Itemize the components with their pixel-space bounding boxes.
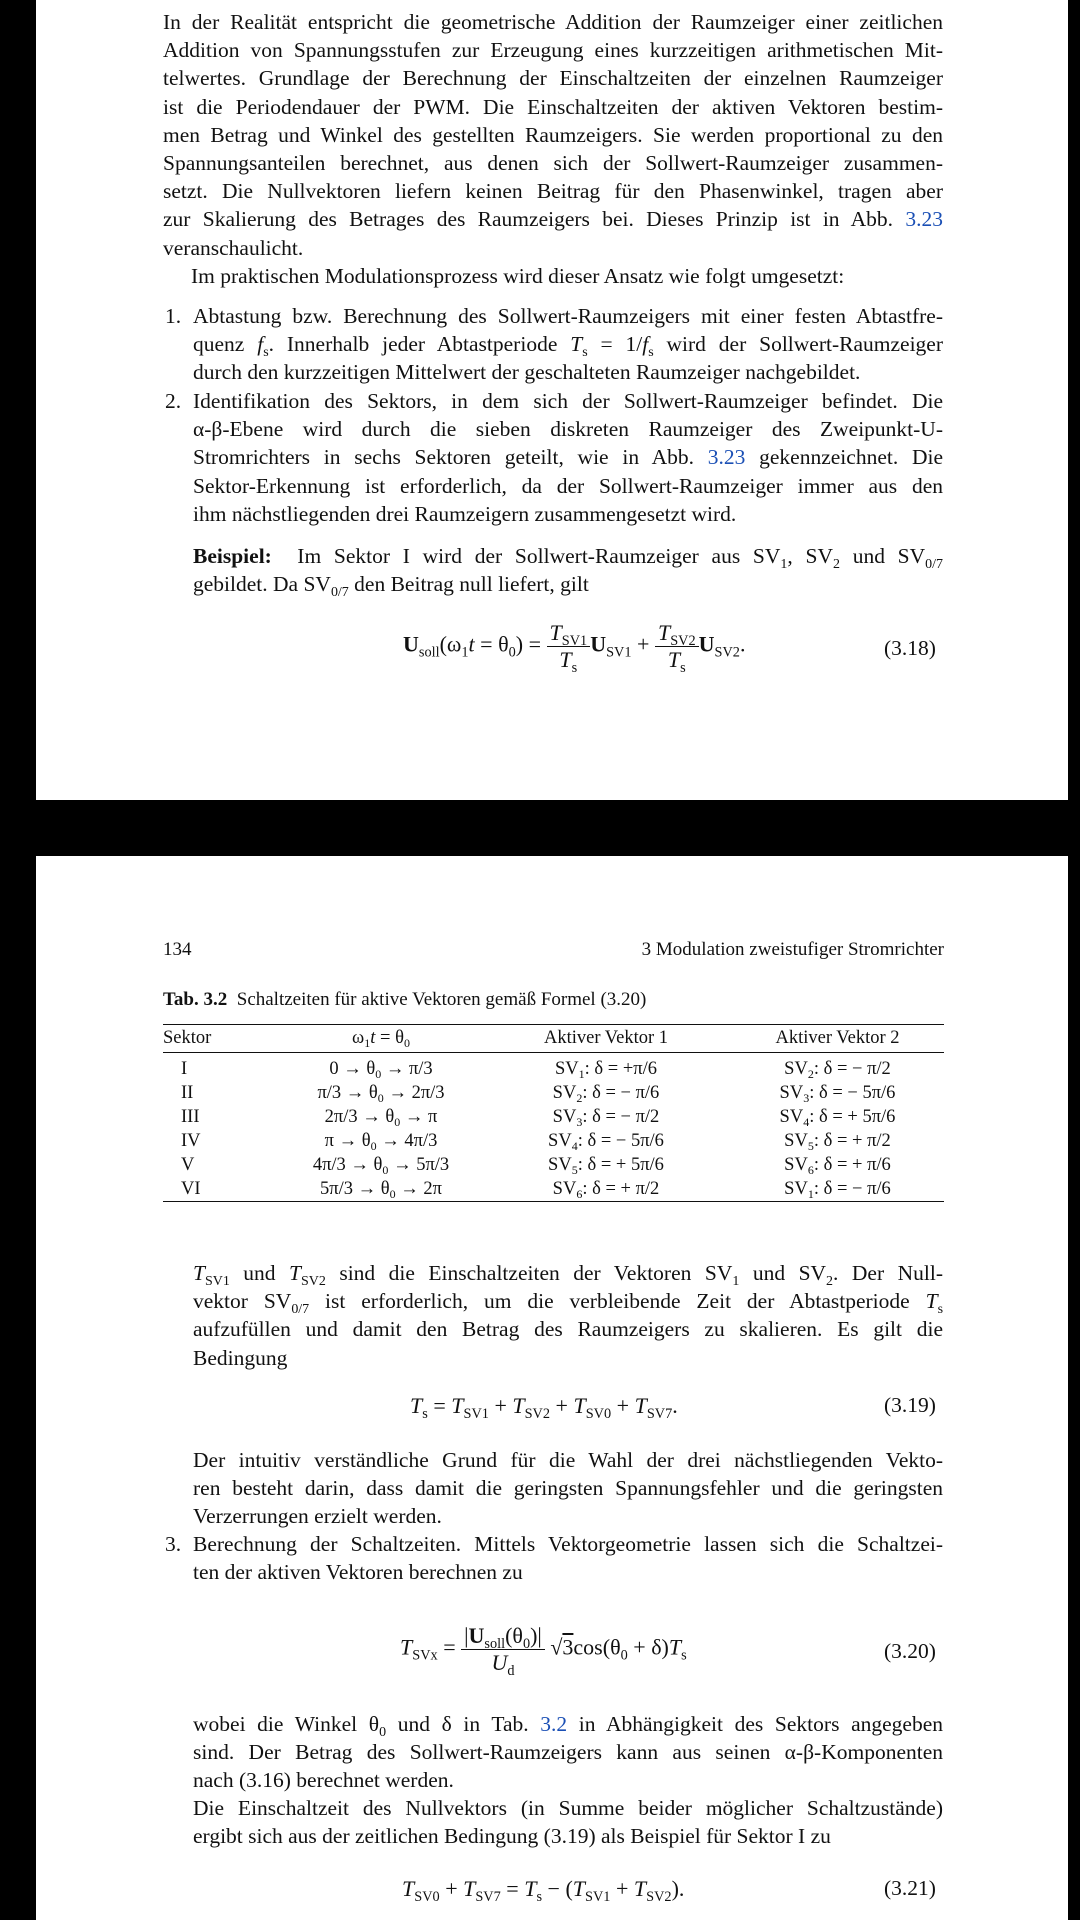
cell-angle: $4\pi/3 \to \theta_0 \to 5\pi/3$ bbox=[312, 1155, 450, 1178]
text-line: veranschaulicht. bbox=[163, 235, 304, 260]
cell-angle: $\pi/3 \to \theta_0 \to 2\pi/3$ bbox=[317, 1083, 445, 1106]
cell-vektor-2: $SV_2$: δ = − π/2 bbox=[784, 1059, 891, 1082]
paragraph-intuitiv bbox=[193, 1446, 943, 1531]
cell-vektor-2: $SV_3$: δ = − 5π/6 bbox=[779, 1083, 896, 1106]
equation-number: (3.20) bbox=[884, 1639, 936, 1663]
list-item-schaltzeiten bbox=[193, 1530, 943, 1586]
list-number: 3. bbox=[165, 1532, 182, 1556]
caption-text: Schaltzeiten für aktive Vektoren gemäß Formel (3.20) bbox=[236, 989, 647, 1010]
header-vektor-2: Aktiver Vektor 2 bbox=[731, 1025, 944, 1053]
text-line-math: gebildet. Da $SV_{0/7}$ den Beitrag null liefert, gilt bbox=[193, 572, 589, 601]
text-line: Spannungsanteilen berechnet, aus denen sich der Sollwert-Raumzeiger zusammen- bbox=[163, 151, 943, 176]
text-line: Bedingung bbox=[193, 1345, 288, 1370]
equation-3-18: $U_{soll}(\omega_1t = \theta_0)$ = $\frac{T_{SV1}}{T_s}$ $U_{SV1}$ + $\frac{T_{SV2}}{T_s}$ $U_{SV2}$. bbox=[403, 620, 746, 676]
table-row bbox=[163, 1105, 944, 1129]
text-line-math: quenz $f_s$. Innerhalb jeder Abtastperiode $T_s = 1/f_s$ wird der Sollwert-Raumzeiger bbox=[193, 332, 943, 361]
text-line: men Betrag und Winkel des gestellten Raumzeigers. Sie werden proportional zu den bbox=[163, 122, 943, 147]
text-line-math: vektor $SV_{0/7}$ ist erforderlich, um die verbleibende Zeit der Abtastperiode $T_s$ bbox=[193, 1289, 943, 1318]
text-line: ihm nächstliegenden drei Raumzeigern zusammengesetzt wird. bbox=[193, 501, 737, 526]
table-row bbox=[163, 1081, 944, 1105]
cell-sektor: IV bbox=[181, 1131, 201, 1151]
text-line: Berechnung der Schaltzeiten. Mittels Vektorgeometrie lassen sich die Schaltzei- bbox=[193, 1532, 943, 1556]
text-line: Verzerrungen erzielt werden. bbox=[193, 1504, 442, 1529]
table-row bbox=[163, 1153, 944, 1177]
equation-3-19: $T_s = T_{SV1} + T_{SV2} + T_{SV0} + T_{SV7}$. bbox=[410, 1393, 678, 1422]
text-line: ten der aktiven Vektoren berechnen zu bbox=[193, 1560, 523, 1585]
table-caption bbox=[163, 989, 646, 1011]
table-row bbox=[163, 1177, 944, 1202]
table-header-row bbox=[163, 1025, 944, 1053]
text-line-with-link: wobei die Winkel $\theta_0$ und δ in Tab. 3.2 in Abhängigkeit des Sektors angegeben bbox=[193, 1712, 943, 1740]
figure-ref-link[interactable]: 3.23 bbox=[707, 445, 746, 470]
equation-number: (3.18) bbox=[884, 636, 936, 660]
cell-angle: $5\pi/3 \to \theta_0 \to 2\pi$ bbox=[281, 1177, 481, 1202]
figure-ref-link[interactable]: 3.23 bbox=[905, 207, 943, 232]
table-row bbox=[163, 1129, 944, 1153]
example-block bbox=[193, 542, 944, 601]
equation-number: (3.19) bbox=[884, 1393, 936, 1417]
text-line: telwertes. Grundlage der Berechnung der Einschaltzeiten der einzelnen Raumzeiger bbox=[163, 66, 943, 91]
text-line: Abtastung bzw. Berechnung des Sollwert-Raumzeigers mit einer festen Abtastfre- bbox=[193, 304, 943, 328]
table-schaltzeiten bbox=[163, 1024, 944, 1202]
paragraph-nullvektor bbox=[193, 1794, 943, 1850]
cell-vektor-1: $SV_3$: δ = − π/2 bbox=[552, 1107, 660, 1130]
cell-sektor: V bbox=[181, 1155, 195, 1175]
cell-vektor-1: $SV_6$: δ = + π/2 bbox=[481, 1177, 731, 1202]
text-line: In der Realität entspricht die geometrische Addition der Raumzeiger einer zeitlichen bbox=[163, 10, 943, 34]
text-line: setzt. Die Nullvektoren liefern keinen Beitrag für den Phasenwinkel, tragen aber bbox=[163, 179, 943, 204]
paragraph-einschaltzeiten bbox=[193, 1259, 943, 1372]
cell-vektor-1: $SV_4$: δ = − 5π/6 bbox=[548, 1131, 664, 1154]
text-line: α-β-Ebene wird durch die sieben diskreten Raumzeiger des Zweipunkt-U- bbox=[193, 417, 943, 442]
cell-vektor-1: $SV_5$: δ = + 5π/6 bbox=[548, 1155, 664, 1178]
page-number: 134 bbox=[163, 939, 192, 960]
equation-number: (3.21) bbox=[884, 1876, 936, 1900]
caption-label: Tab. 3.2 bbox=[163, 989, 228, 1010]
document-page-top bbox=[36, 0, 1068, 800]
list-number: 1. bbox=[165, 304, 182, 328]
paragraph-winkel bbox=[193, 1710, 943, 1795]
cell-vektor-2: $SV_1$: δ = − π/6 bbox=[731, 1177, 944, 1202]
list-item-abtastung bbox=[193, 302, 943, 387]
cell-angle: $\pi \to \theta_0 \to 4\pi/3$ bbox=[324, 1131, 438, 1154]
header-vektor-1: Aktiver Vektor 1 bbox=[481, 1025, 731, 1053]
cell-vektor-2: $SV_6$: δ = + π/6 bbox=[784, 1155, 891, 1178]
cell-angle: $0 \to \theta_0 \to \pi/3$ bbox=[329, 1059, 433, 1082]
paragraph-modulationsprozess: Im praktischen Modulationsprozess wird dieser Ansatz wie folgt umgesetzt: bbox=[191, 264, 845, 288]
list-item-sektor bbox=[193, 387, 943, 528]
text-line: aufzufüllen und damit den Betrag des Raumzeigers zu skalieren. Es gilt die bbox=[193, 1317, 943, 1342]
cell-sektor: III bbox=[181, 1107, 200, 1127]
text-line-math: Beispiel: Im Sektor I wird der Sollwert-Raumzeiger aus $SV_1$, $SV_2$ und $SV_{0/7}$ bbox=[193, 544, 944, 572]
text-line: durch den kurzzeitigen Mittelwert der geschalteten Raumzeiger nachgebildet. bbox=[193, 360, 861, 385]
header-angle: $\omega_1t = \theta_0$ bbox=[281, 1025, 481, 1053]
text-line-with-link: zur Skalierung des Betrages des Raumzeigers bei. Dieses Prinzip ist in Abb. 3.23 bbox=[163, 207, 943, 232]
cell-vektor-1: $SV_1$: δ = +π/6 bbox=[554, 1059, 657, 1082]
header-sektor: Sektor bbox=[163, 1025, 281, 1053]
cell-vektor-2: $SV_4$: δ = + 5π/6 bbox=[779, 1107, 896, 1130]
text-line: nach (3.16) berechnet werden. bbox=[193, 1768, 454, 1793]
cell-sektor: II bbox=[181, 1083, 194, 1103]
text-line: ergibt sich aus der zeitlichen Bedingung (3.19) als Beispiel für Sektor I zu bbox=[193, 1824, 831, 1849]
text-line: Sektor-Erkennung ist erforderlich, da der Sollwert-Raumzeiger immer aus den bbox=[193, 473, 943, 498]
text-line: Der intuitiv verständliche Grund für die Wahl der drei nächstliegenden Vekto- bbox=[193, 1448, 943, 1472]
text-line-with-link: Stromrichters in sechs Sektoren geteilt, wie in Abb. 3.23 gekennzeichnet. Die bbox=[193, 445, 943, 470]
paragraph-raumzeiger-addition bbox=[163, 8, 943, 262]
cell-sektor: VI bbox=[163, 1177, 281, 1202]
list-number: 2. bbox=[165, 389, 182, 413]
text-line: ist die Periodendauer der PWM. Die Einschaltzeiten der aktiven Vektoren bestim- bbox=[163, 94, 943, 119]
cell-vektor-2: $SV_5$: δ = + π/2 bbox=[784, 1131, 891, 1154]
equation-3-20: $T_{SVx}$ = $\frac{|U_{soll}(\theta_0)|}{U_d}$ $√3\cos(\theta_0 + \delta)T_s$ bbox=[400, 1623, 687, 1679]
text-line: Die Einschaltzeit des Nullvektors (in Summe beider möglicher Schaltzustände) bbox=[193, 1796, 943, 1820]
example-label: Beispiel: bbox=[193, 544, 272, 568]
text-line: Addition von Spannungsstufen zur Erzeugung eines kurzzeitigen arithmetischen Mit- bbox=[163, 38, 943, 63]
cell-sektor: I bbox=[181, 1059, 188, 1079]
equation-3-21: $T_{SV0} + T_{SV7} = T_s - (T_{SV1} + T_{SV2})$. bbox=[402, 1876, 685, 1905]
table-ref-link[interactable]: 3.2 bbox=[540, 1712, 568, 1736]
running-head: 3 Modulation zweistufiger Stromrichter bbox=[641, 939, 944, 960]
text-line: sind. Der Betrag des Sollwert-Raumzeigers kann aus seinen α-β-Komponenten bbox=[193, 1740, 943, 1765]
text-line: Identifikation des Sektors, in dem sich der Sollwert-Raumzeiger befindet. Die bbox=[193, 389, 943, 413]
cell-angle: $2\pi/3 \to \theta_0 \to \pi$ bbox=[324, 1107, 438, 1130]
text-line: ren besteht darin, dass damit die geringsten Spannungsfehler und die geringsten bbox=[193, 1476, 943, 1501]
text-line-math: $T_{SV1}$ und $T_{SV2}$ sind die Einschaltzeiten der Vektoren $SV_1$ und $SV_2$. Der Null- bbox=[193, 1261, 943, 1289]
table-row bbox=[163, 1053, 944, 1082]
cell-vektor-1: $SV_2$: δ = − π/6 bbox=[552, 1083, 660, 1106]
document-page-134 bbox=[36, 856, 1068, 1920]
